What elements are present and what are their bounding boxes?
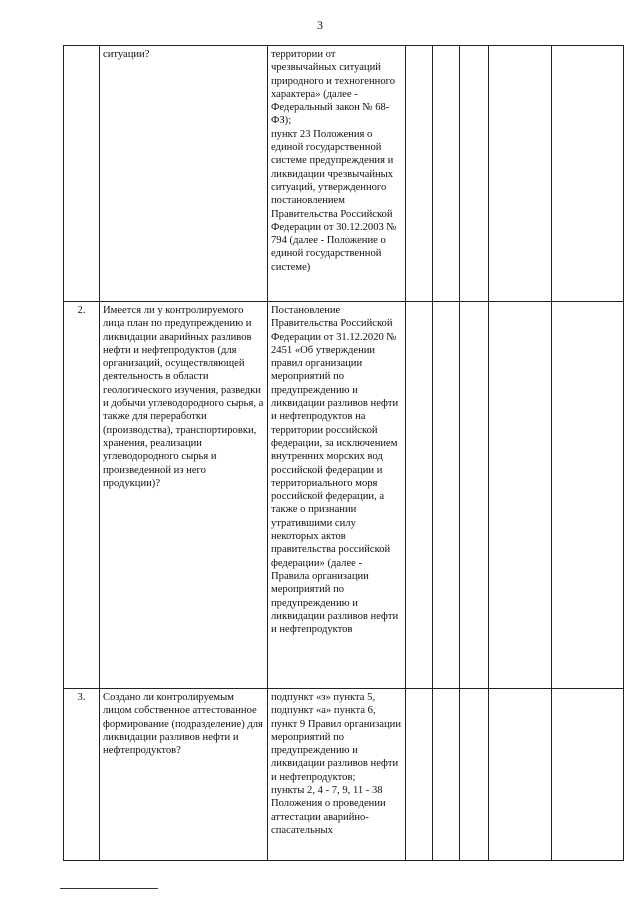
page-number: 3: [317, 18, 323, 32]
answer-no-cell: [433, 689, 460, 861]
table-row: [64, 46, 624, 302]
answer-na-cell: [460, 689, 489, 861]
answer-extra-cell: [489, 302, 552, 689]
answer-na-cell: [460, 302, 489, 689]
legal-reference-cell: подпункт «з» пункта 5, подпункт «а» пункта 6, пункт 9 Правил организации мероприятий по предупреждению и ликвидации разливов нефти и нефтепродуктов; пункты 2, 4 - 7, 9, 11 - 38 Положения о проведении аттестации аварийно-спасательных: [268, 689, 406, 861]
row-number: [64, 46, 100, 302]
question-cell: Имеется ли у контролируемого лица план по предупреждению и ликвидации аварийных разливов нефти и нефтепродуктов (для организаций, осуществляющей деятельность в области геологического изучения, разведки и добычи углеводородного сырья, а также для переработки (производства), транспортировки, хранения, реализации углеводородного сырья и произведенной из него продукции)?: [100, 302, 268, 689]
answer-yes-cell: [406, 46, 433, 302]
remarks-cell: [552, 302, 624, 689]
footnote-separator: [60, 888, 158, 889]
row-number: 3.: [64, 689, 100, 861]
table-row: [64, 689, 624, 861]
answer-na-cell: [460, 46, 489, 302]
answer-no-cell: [433, 46, 460, 302]
answer-extra-cell: [489, 46, 552, 302]
question-cell: ситуации?: [100, 46, 268, 302]
answer-yes-cell: [406, 689, 433, 861]
legal-reference-cell: Постановление Правительства Российской Федерации от 31.12.2020 № 2451 «Об утверждении правил организации мероприятий по предупреждению и ликвидации разливов нефти и нефтепродуктов на территории российской федерации, за исключением внутренних морских вод российской федерации и территориального моря российской федерации, а также о признании утратившими силу некоторых актов правительства российской федерации» (далее - Правила организации мероприятий по предупреждению и ликвидации разливов нефти и нефтепродуктов: [268, 302, 406, 689]
answer-no-cell: [433, 302, 460, 689]
checklist-table: [63, 45, 624, 861]
remarks-cell: [552, 689, 624, 861]
legal-reference-cell: территории от чрезвычайных ситуаций природного и техногенного характера» (далее - Федеральный закон № 68-ФЗ); пункт 23 Положения о единой государственной системе предупреждения и ликвидации чрезвычайных ситуаций, утвержденного постановлением Правительства Российской Федерации от 30.12.2003 № 794 (далее - Положение о единой государственной системе): [268, 46, 406, 302]
row-number: 2.: [64, 302, 100, 689]
question-cell: Создано ли контролируемым лицом собственное аттестованное формирование (подразделение) для ликвидации разливов нефти и нефтепродуктов?: [100, 689, 268, 861]
answer-yes-cell: [406, 302, 433, 689]
table-row: [64, 302, 624, 689]
remarks-cell: [552, 46, 624, 302]
answer-extra-cell: [489, 689, 552, 861]
